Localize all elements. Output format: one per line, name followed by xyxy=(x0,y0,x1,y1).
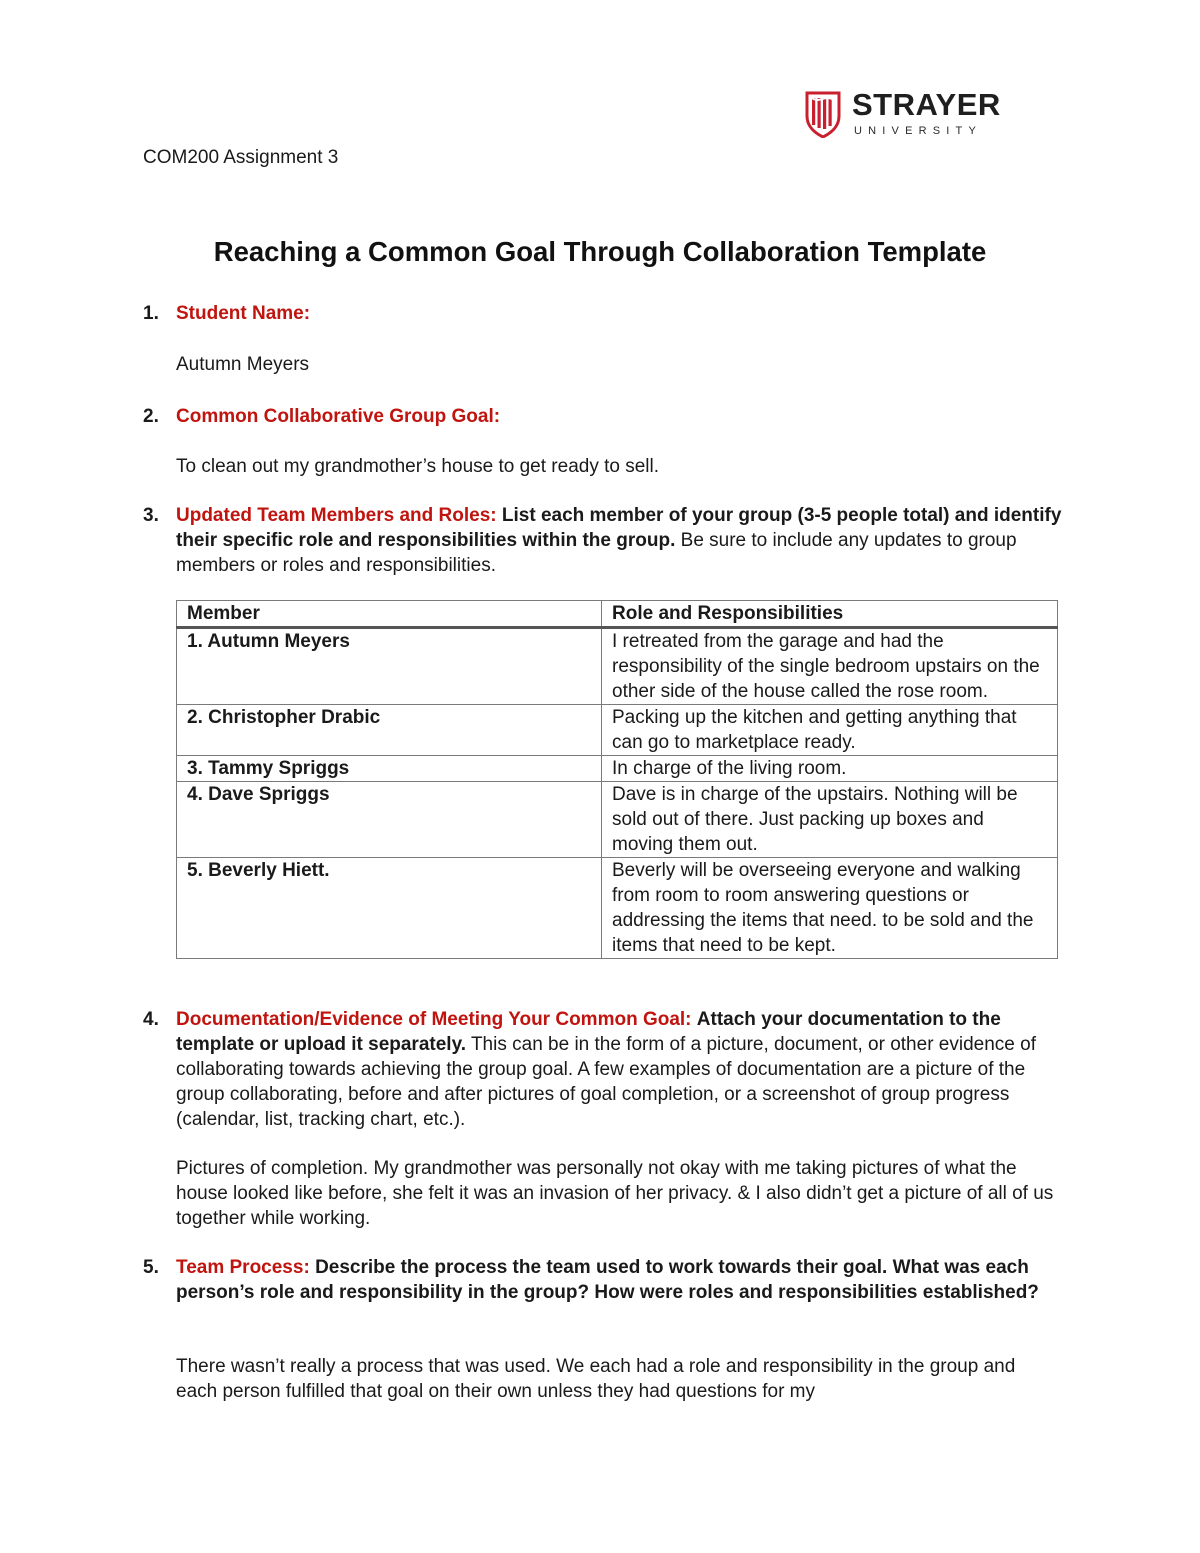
member-cell: 2. Christopher Drabic xyxy=(177,705,602,756)
table-row xyxy=(177,628,1058,705)
table-row xyxy=(177,858,1058,959)
question-label: Common Collaborative Group Goal: xyxy=(176,406,501,427)
member-cell: 1. Autumn Meyers xyxy=(177,628,602,705)
question-label: Updated Team Members and Roles: xyxy=(176,505,497,526)
question-label: Documentation/Evidence of Meeting Your Common Goal: xyxy=(176,1009,692,1030)
role-cell: Beverly will be overseeing everyone and walking from room to room answering questions or addressing the items that need. to be sold and the items that need to be kept. xyxy=(602,858,1058,959)
role-cell: Dave is in charge of the upstairs. Nothing will be sold out of there. Just packing up boxes and moving them out. xyxy=(602,782,1058,858)
column-header-role: Role and Responsibilities xyxy=(602,601,1058,628)
answer-student-name: Autumn Meyers xyxy=(176,354,310,375)
answer-team-process: There wasn’t really a process that was used. We each had a role and responsibility in the group and each person fulfilled that goal on their own unless they had questions for my xyxy=(176,1356,1016,1402)
logo-subtitle: UNIVERSITY xyxy=(854,125,983,137)
page-title: Reaching a Common Goal Through Collaboration Template xyxy=(213,236,987,267)
logo-wordmark: STRAYER xyxy=(852,87,1001,122)
question-prompt-bold: Attach your documentation to the template or upload it separately. xyxy=(176,1009,1001,1055)
question-number: 1. xyxy=(143,303,159,324)
shield-icon xyxy=(804,90,842,138)
answer-group-goal: To clean out my grandmother’s house to get ready to sell. xyxy=(176,456,660,477)
member-cell: 5. Beverly Hiett. xyxy=(177,858,602,959)
question-prompt-bold: Describe the process the team used to work towards their goal. What was each person’s role and responsibility in the group? How were roles and responsibilities established? xyxy=(176,1257,1039,1303)
table-row xyxy=(177,782,1058,858)
question-prompt: Be sure to include any updates to group members or roles and responsibilities. xyxy=(176,530,1017,576)
table-row xyxy=(177,756,1058,782)
question-number: 5. xyxy=(143,1257,159,1278)
question-label: Team Process: xyxy=(176,1257,310,1278)
role-cell: Packing up the kitchen and getting anything that can go to marketplace ready. xyxy=(602,705,1058,756)
question-prompt-bold: List each member of your group (3-5 people total) and identify their specific role and responsibilities within the group. xyxy=(176,505,1062,551)
question-number: 4. xyxy=(143,1009,159,1030)
university-logo xyxy=(804,88,1014,144)
question-number: 2. xyxy=(143,406,159,427)
table-header-row xyxy=(177,601,1058,628)
table-row xyxy=(177,705,1058,756)
question-label: Student Name: xyxy=(176,303,311,324)
question-number: 3. xyxy=(143,505,159,526)
member-cell: 4. Dave Spriggs xyxy=(177,782,602,858)
course-label: COM200 Assignment 3 xyxy=(143,147,339,168)
column-header-member: Member xyxy=(177,601,602,628)
answer-documentation: Pictures of completion. My grandmother was personally not okay with me taking pictures of what the house looked like before, she felt it was an invasion of her privacy. & I also didn’t get a picture of all of us together while working. xyxy=(176,1158,1054,1229)
question-prompt: This can be in the form of a picture, document, or other evidence of collaborating towards achieving the group goal. A few examples of documentation are a picture of the group collaborating, before and after pictures of goal completion, or a screenshot of group progress (calendar, list, tracking chart, etc.). xyxy=(176,1034,1036,1130)
role-cell: In charge of the living room. xyxy=(602,756,1058,782)
role-cell: I retreated from the garage and had the responsibility of the single bedroom upstairs on the other side of the house called the rose room. xyxy=(602,628,1058,705)
member-cell: 3. Tammy Spriggs xyxy=(177,756,602,782)
team-roles-table xyxy=(176,600,1058,959)
